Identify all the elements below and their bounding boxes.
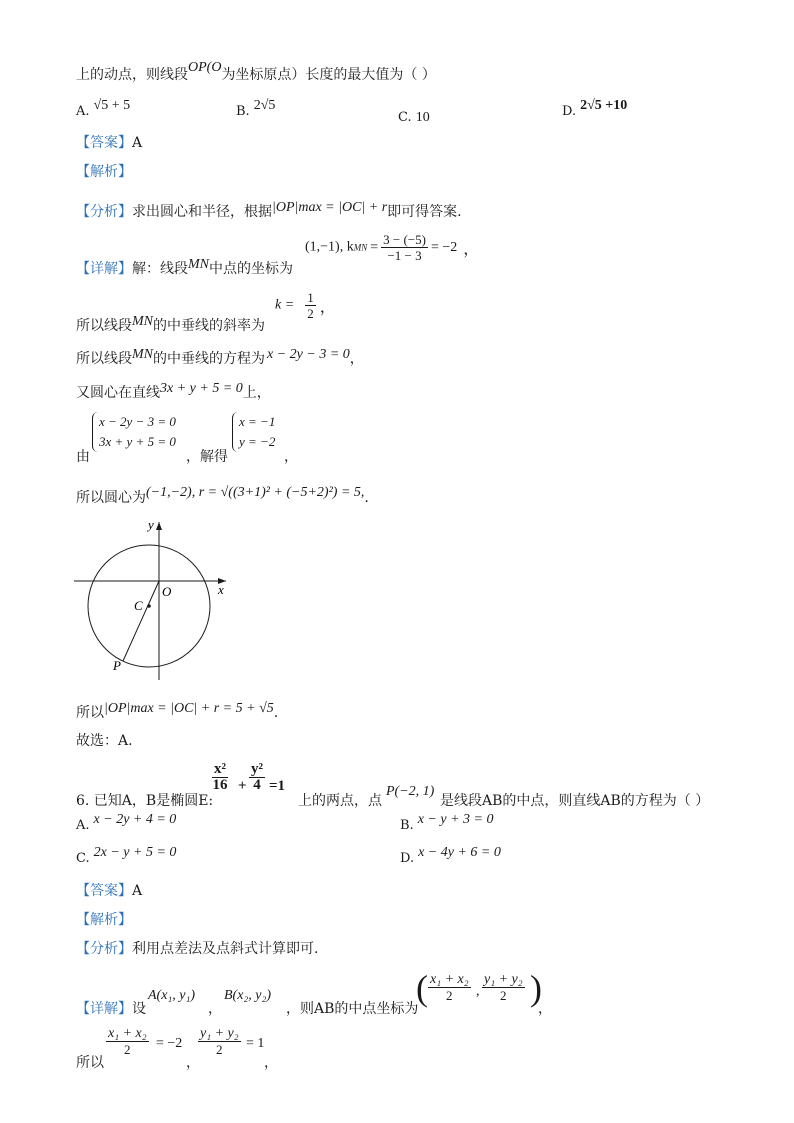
math: = −2 [156, 1036, 183, 1051]
text: 上的两点，点 [298, 793, 382, 809]
math: x − 2y − 3 = 0 [267, 347, 350, 362]
option-label: C. [76, 851, 90, 866]
text: 所以线段 [76, 351, 132, 367]
q5-fenxi [76, 200, 462, 222]
q6-option-a [76, 812, 177, 834]
math: + [238, 778, 247, 794]
q5-stem-text: 上的动点，则线段 [76, 67, 188, 83]
option-label: B. [236, 104, 250, 119]
text: . [273, 705, 279, 721]
frac-den: 2 [500, 988, 507, 1003]
option-value: 2√5 +10 [580, 98, 628, 113]
option-value: x − 2y + 4 = 0 [93, 812, 177, 827]
q5-stem-op: OP(O [188, 60, 222, 75]
frac-num: y₁ + y₂ [200, 1026, 239, 1041]
solution-system [232, 412, 275, 452]
label-o: O [162, 584, 172, 599]
q6-option-d [400, 845, 501, 867]
text: 设 [132, 1001, 146, 1017]
q6-option-b [400, 812, 494, 834]
fenxi-formula: |OP|max = |OC| + r [272, 200, 388, 215]
math: (1,−1), k [305, 239, 354, 255]
frac-den: 2 [216, 1042, 223, 1057]
text: . [364, 490, 369, 506]
frac-den: 16 [212, 777, 228, 793]
math: A(x₁, y₁) [148, 988, 196, 1003]
math: k = [275, 297, 295, 313]
math: = [370, 239, 379, 255]
label-x: x [218, 582, 224, 597]
text: ， [186, 1055, 200, 1071]
eq2: 3x + y + 5 = 0 [99, 434, 176, 449]
frac-den: 2 [307, 306, 314, 321]
option-label: A. [76, 818, 90, 833]
q6-analysis-tag: 【解析】 [76, 912, 132, 928]
fenxi-text: 利用点差法及点斜式计算即可. [132, 941, 319, 957]
text: 所以圆心为 [76, 490, 146, 506]
fenxi-text-b: 即可得答案. [387, 204, 462, 220]
frac-num: y² [251, 761, 263, 777]
q5-option-a [76, 98, 131, 120]
math: P(−2, 1) [386, 784, 435, 799]
midpoint-y [482, 972, 525, 1003]
option-value: 2√5 [253, 98, 276, 113]
q5-answer [76, 134, 142, 152]
label-y: y [148, 517, 154, 532]
text: ， [264, 1055, 278, 1071]
ellipse-frac-2 [249, 762, 265, 793]
q5-detail-line2-formula [275, 290, 336, 321]
option-value: √5 + 5 [93, 98, 131, 113]
comma: , [476, 984, 480, 999]
text: 解：线段 [132, 261, 188, 277]
text: ， [284, 449, 298, 465]
frac-den: −1 − 3 [387, 248, 422, 263]
math-mn: MN [188, 257, 209, 272]
text: ， [349, 351, 364, 367]
q5-detail-line4 [76, 381, 271, 403]
q6-fenxi [76, 940, 318, 958]
fenxi-tag: 【分析】 [76, 941, 132, 957]
text: 的中垂线的方程为 [153, 351, 265, 367]
q5-stem [76, 60, 436, 85]
q5-option-b [236, 98, 276, 120]
option-label: D. [562, 104, 577, 119]
text: 是线段AB的中点，则直线AB的方程为（ ） [440, 793, 710, 809]
option-label: A. [76, 104, 90, 119]
option-value: x − 4y + 6 = 0 [418, 845, 501, 860]
text: 6. 已知A，B是椭圆E: [76, 793, 214, 809]
text: 由 [76, 449, 90, 465]
frac-num: y₁ + y₂ [484, 972, 523, 987]
xiangjie-tag: 【详解】 [76, 261, 132, 277]
label-c: C [134, 598, 143, 613]
paren-close: ) [530, 968, 542, 1008]
q5-detail-line6 [76, 485, 369, 508]
text: 的中垂线的斜率为 [153, 318, 265, 334]
q5-detail-line1 [76, 257, 293, 279]
q5-detail-line3 [76, 347, 364, 369]
q5-detail-line7 [76, 701, 279, 723]
text: ， [463, 239, 480, 258]
q5-stem-text-b: 为坐标原点）长度的最大值为（ ） [221, 67, 436, 83]
frac-num: x₁ + x₂ [108, 1026, 147, 1041]
answer-tag: 【答案】 [76, 135, 132, 151]
eq-frac-y [198, 1026, 241, 1057]
answer-value: A [132, 135, 143, 151]
text: 所以 [76, 1055, 104, 1071]
option-value: x − y + 3 = 0 [417, 812, 494, 827]
text: ，则AB的中点坐标为 [286, 1001, 419, 1017]
q5-detail-line2 [76, 314, 265, 336]
math-mn: MN [132, 314, 153, 329]
math-sub: MN [353, 242, 368, 253]
label-p: P [113, 658, 121, 673]
math: = −2 [430, 239, 458, 255]
answer-tag: 【答案】 [76, 883, 132, 899]
sol2: y = −2 [239, 434, 276, 449]
q6-stem [76, 761, 710, 809]
frac-den: 4 [253, 777, 261, 793]
text: ， [319, 297, 336, 316]
text: ，解得 [186, 449, 228, 465]
text: 又圆心在直线 [76, 385, 160, 401]
math: =1 [269, 778, 286, 794]
answer-value: A [132, 883, 143, 899]
q5-option-c [398, 110, 430, 126]
q5-analysis-tag: 【解析】 [76, 164, 132, 180]
q5-option-d [562, 98, 628, 120]
segment-pc [123, 581, 159, 661]
q5-detail-line5 [76, 412, 298, 465]
fenxi-tag: 【分析】 [76, 204, 132, 220]
math: = 1 [246, 1036, 265, 1051]
math: 3x + y + 5 = 0 [160, 381, 243, 396]
math: (−1,−2), r = √((3+1)² + (−5+2)²) = 5, [146, 485, 365, 500]
option-label: C. [398, 110, 412, 125]
ellipse-frac-1 [212, 762, 228, 793]
fraction [305, 290, 316, 321]
q6-option-c [76, 845, 177, 867]
text: ， [538, 1001, 552, 1017]
q6-answer [76, 882, 142, 900]
frac-num: 1 [307, 290, 314, 305]
text: 所以线段 [76, 318, 132, 334]
math-mn: MN [132, 347, 153, 362]
option-value: 10 [415, 110, 430, 125]
y-axis-arrow-icon [156, 522, 162, 530]
math: |OP|max = |OC| + r = 5 + √5 [104, 701, 274, 716]
circle-figure [66, 512, 246, 682]
fenxi-text: 求出圆心和半径，根据 [132, 204, 272, 220]
frac-den: 2 [124, 1042, 131, 1057]
frac-num: x² [214, 761, 226, 777]
option-value: 2x − y + 5 = 0 [93, 845, 177, 860]
q5-detail-line1-formula [305, 232, 479, 263]
text: 所以 [76, 705, 104, 721]
frac-num: x₁ + x₂ [430, 972, 469, 987]
xiangjie-tag: 【详解】 [76, 1001, 132, 1017]
paren-open: ( [416, 968, 428, 1008]
frac-num: 3 − (−5) [383, 232, 426, 247]
sol1: x = −1 [239, 414, 276, 429]
text: 中点的坐标为 [209, 261, 293, 277]
q5-detail-line8: 故选：A. [76, 733, 133, 749]
midpoint-x [428, 972, 471, 1003]
math: B(x₂, y₂) [224, 988, 272, 1003]
option-label: D. [400, 851, 415, 866]
equation-system [92, 412, 176, 452]
eq1: x − 2y − 3 = 0 [99, 414, 176, 429]
text: 上， [242, 385, 271, 401]
eq-frac-x [106, 1026, 149, 1057]
text: ， [208, 1001, 222, 1017]
fraction [381, 232, 428, 263]
option-label: B. [400, 818, 414, 833]
frac-den: 2 [446, 988, 453, 1003]
